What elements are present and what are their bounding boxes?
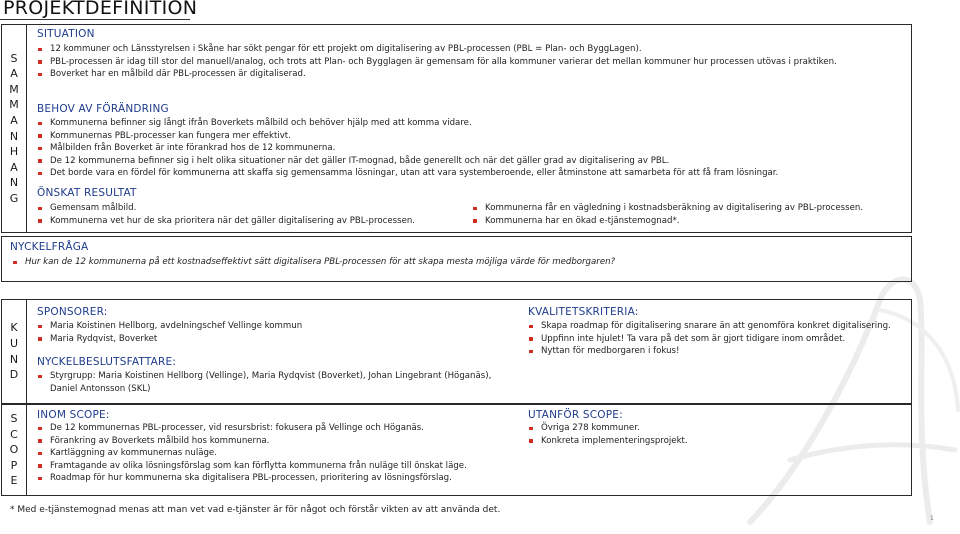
list-item: Nyttan för medborgaren i fokus! <box>528 345 898 358</box>
list-item: Maria Koistinen Hellborg, avdelningschef Vellinge kommun <box>37 320 487 333</box>
sammanhang-side-letter: S <box>10 51 18 65</box>
kund-side-letter: U <box>9 336 19 350</box>
page-number: 1 <box>930 515 934 522</box>
scope-side-letter: O <box>9 443 19 457</box>
inom-scope-list <box>37 422 517 485</box>
list-item: Kommunernas PBL-processer kan fungera mer effektivt. <box>37 130 907 143</box>
list-item: Kommunerna befinner sig långt ifrån Boverkets målbild och behöver hjälp med att komma vidare. <box>37 117 907 130</box>
scope-side-letter: P <box>10 458 18 472</box>
key-question: Hur kan de 12 kommunerna på ett kostnadseffektivt sätt digitalisera PBL-processen för att skapa mesta möjliga värde för medborgaren? <box>12 256 902 269</box>
utanfor-scope-list <box>528 422 898 447</box>
list-item: Uppfinn inte hjulet! Ta vara på det som är gjort tidigare inom området. <box>528 333 898 346</box>
page-title: PROJEKTDEFINITION <box>3 0 198 19</box>
list-item: Konkreta implementeringsprojekt. <box>528 435 898 448</box>
sammanhang-section <box>1 24 912 233</box>
scope-side-letter: S <box>10 412 18 426</box>
kund-side-label <box>2 300 27 403</box>
situation-list <box>37 43 867 81</box>
kund-side-letter: D <box>9 368 19 382</box>
sammanhang-side-letter: N <box>9 176 19 190</box>
kund-section <box>1 299 912 404</box>
sammanhang-side-letter: N <box>9 129 19 143</box>
list-item: Kommunerna vet hur de ska prioritera när det gäller digitalisering av PBL-processen. <box>37 215 467 228</box>
list-item: Övriga 278 kommuner. <box>528 422 898 435</box>
sammanhang-side-letter: M <box>9 82 19 96</box>
kund-side-letter: N <box>9 352 19 366</box>
behov-heading: BEHOV AV FÖRÄNDRING <box>37 103 169 115</box>
nyckelfraga-heading: NYCKELFRÅGA <box>10 241 89 253</box>
utanfor-scope-heading: UTANFÖR SCOPE: <box>528 409 623 421</box>
situation-heading: SITUATION <box>37 28 95 40</box>
list-item: Maria Rydqvist, Boverket <box>37 333 487 346</box>
sammanhang-side-letter: A <box>10 160 18 174</box>
sammanhang-side-letter: H <box>9 145 19 159</box>
behov-list <box>37 117 907 180</box>
scope-side-letter: C <box>10 427 18 441</box>
list-item: De 12 kommunerna befinner sig i helt olika situationer när det gäller IT-mognad, både generellt och när det gäller grad av digitalisering av PBL. <box>37 155 907 168</box>
list-item: Styrgrupp: Maria Koistinen Hellborg (Vellinge), Maria Rydqvist (Boverket), Johan Lingebrant (Höganäs), Daniel Antonsson (SKL) <box>37 370 492 395</box>
title-underline <box>0 19 190 20</box>
list-item: PBL-processen är idag till stor del manuell/analog, och trots att Plan- och Bygglagen är gemensam för alla kommuner varierar det mellan kommuner hur processen utövas i praktiken. <box>37 56 867 69</box>
list-item: Kommunerna har en ökad e-tjänstemognad*. <box>472 215 910 228</box>
sammanhang-side-letter: G <box>9 191 19 205</box>
list-item: Gemensam målbild. <box>37 202 467 215</box>
nyckelbeslut-list <box>37 370 492 395</box>
list-item: Förankring av Boverkets målbild hos kommunerna. <box>37 435 517 448</box>
list-item: De 12 kommunernas PBL-processer, vid resursbrist: fokusera på Vellinge och Höganäs. <box>37 422 517 435</box>
sammanhang-side-label <box>2 25 27 232</box>
list-item: Framtagande av olika lösningsförslag som kan förflytta kommunerna från nuläge till önskat läge. <box>37 460 517 473</box>
list-item: Roadmap för hur kommunerna ska digitalisera PBL-processen, prioritering av lösningsförslag. <box>37 472 517 485</box>
list-item: Boverket har en målbild där PBL-processen är digitaliserad. <box>37 68 867 81</box>
list-item: Målbilden från Boverket är inte förankrad hos de 12 kommunerna. <box>37 142 907 155</box>
scope-section <box>1 404 912 496</box>
sammanhang-side-letter: A <box>10 113 18 127</box>
list-item: Kartläggning av kommunernas nuläge. <box>37 447 517 460</box>
kvalitet-heading: KVALITETSKRITERIA: <box>528 306 639 318</box>
onskat-list-right <box>472 202 910 227</box>
footnote: * Med e-tjänstemognad menas att man vet vad e-tjänster är för något och förstår vikten av att använda det. <box>10 505 501 515</box>
sponsorer-heading: SPONSORER: <box>37 306 108 318</box>
nyckelfraga-list <box>12 256 902 269</box>
sponsorer-list <box>37 320 487 345</box>
kund-side-letter: K <box>10 321 18 335</box>
nyckelbeslut-heading: NYCKELBESLUTSFATTARE: <box>37 356 177 368</box>
sammanhang-side-letter: M <box>9 98 19 112</box>
inom-scope-heading: INOM SCOPE: <box>37 409 110 421</box>
list-item: Det borde vara en fördel för kommunerna att skaffa sig gemensamma lösningar, utan att vara systemberoende, eller åtminstone att samarbeta för att få fram lösningar. <box>37 167 907 180</box>
scope-side-label <box>2 405 27 495</box>
onskat-list-left <box>37 202 467 227</box>
onskat-heading: ÖNSKAT RESULTAT <box>37 187 137 199</box>
list-item: Skapa roadmap för digitalisering snarare än att genomföra konkret digitalisering. <box>528 320 898 333</box>
scope-side-letter: E <box>10 474 18 488</box>
kvalitet-list <box>528 320 898 358</box>
list-item: 12 kommuner och Länsstyrelsen i Skåne har sökt pengar för ett projekt om digitalisering av PBL-processen (PBL = Plan- och ByggLagen). <box>37 43 867 56</box>
sammanhang-side-letter: A <box>10 67 18 81</box>
nyckelfraga-section <box>1 236 912 282</box>
list-item: Kommunerna får en vägledning i kostnadsberäkning av digitalisering av PBL-processen. <box>472 202 910 215</box>
